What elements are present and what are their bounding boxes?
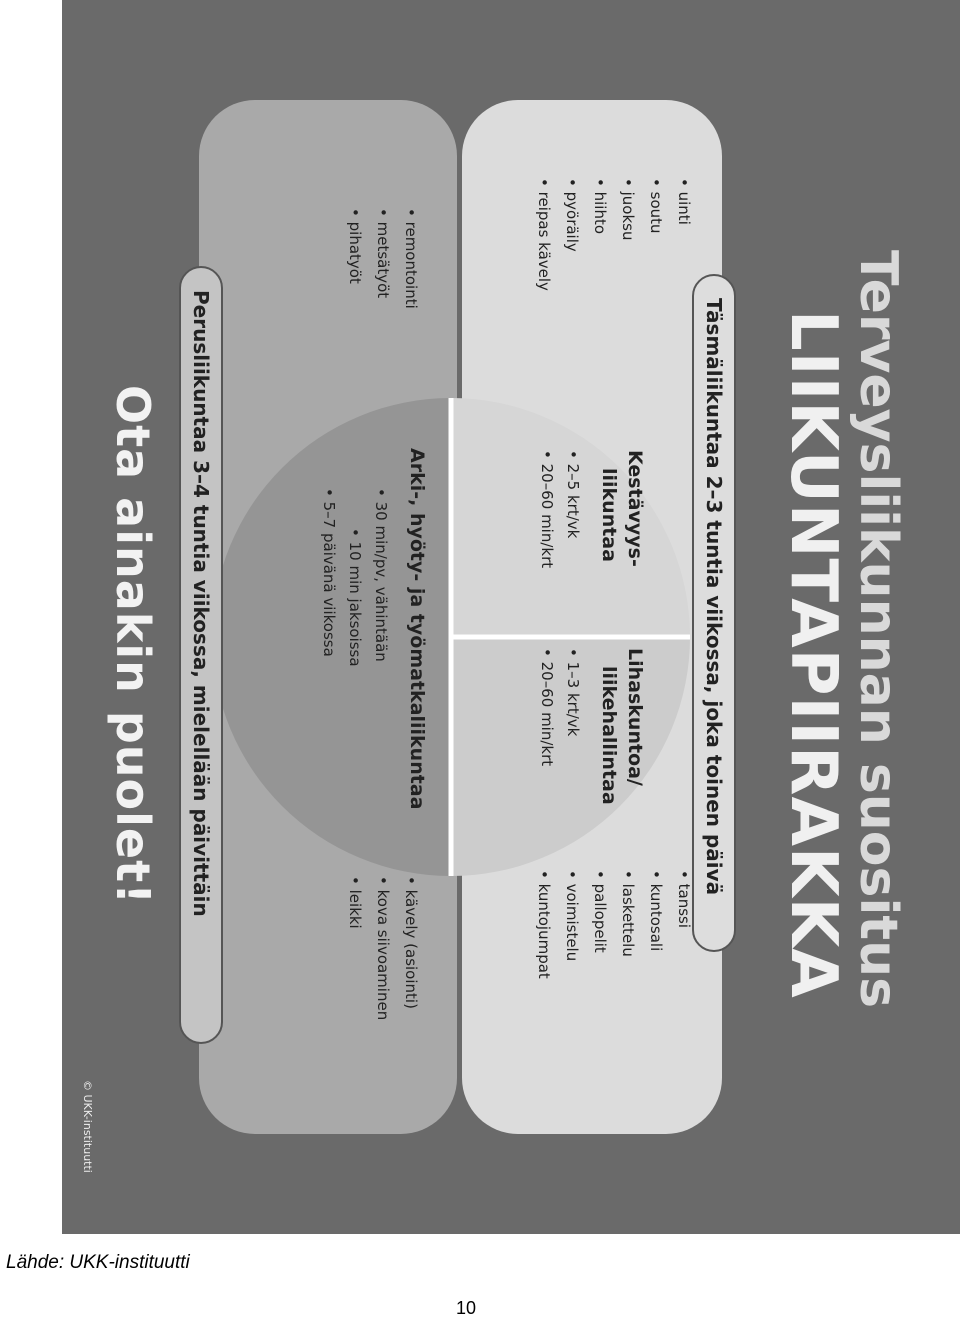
top-right-activity-list [530, 870, 698, 979]
list-item: • metsätyöt [369, 208, 397, 309]
daily-activity-heading: Arki-, hyöty- ja työmatkaliikuntaa [406, 448, 428, 810]
daily-activity-section [316, 448, 430, 809]
list-item: • 1–3 krt/vk [560, 648, 586, 805]
muscle-heading: liikehallintaa [598, 666, 620, 805]
list-item: • laskettelu [614, 870, 642, 979]
page-number: 10 [456, 1298, 477, 1318]
endurance-heading: Kestävyys- [624, 450, 646, 567]
copyright-text: © UKK-instituutti [81, 1080, 94, 1173]
list-item: • reipas kävely [530, 178, 558, 291]
list-item: • 20–60 min/krt [534, 648, 560, 805]
muscle-heading: Lihaskuntoa/ [624, 648, 646, 786]
basic-exercise-label: Perusliikuntaa 3–4 tuntia viikossa, mielellään päivittäin [179, 266, 223, 1044]
bottom-left-activity-list [341, 208, 425, 309]
list-item: • 20–60 min/krt [534, 450, 560, 568]
list-item-continuation: • 10 min jaksoissa [342, 488, 368, 809]
muscle-section [534, 648, 648, 805]
top-left-activity-list [530, 178, 698, 291]
figure-subtitle: LIIKUNTAPIIRAKKA [776, 310, 850, 999]
list-item: • uinti [670, 178, 698, 291]
endurance-section [534, 450, 648, 568]
list-item: • kävely (asiointi) [397, 876, 425, 1020]
list-item: • kuntojumpat [530, 870, 558, 979]
bottom-right-activity-list [341, 876, 425, 1020]
endurance-heading: liikuntaa [598, 468, 620, 562]
list-item: • remontointi [397, 208, 425, 309]
list-item: • pihatyöt [341, 208, 369, 309]
list-item: • leikki [341, 876, 369, 1020]
targeted-exercise-label: Täsmäliikuntaa 2–3 tuntia viikossa, joka toinen päivä [692, 274, 736, 952]
list-item: • hiihto [586, 178, 614, 291]
list-item: • tanssi [670, 870, 698, 979]
list-item: • voimistelu [558, 870, 586, 979]
list-item: • pallopelit [586, 870, 614, 979]
figure-title: Terveysliikunnan suositus [848, 250, 908, 1009]
list-item: • 30 min/pv, vähintään [368, 488, 394, 809]
list-item: • pyöräily [558, 178, 586, 291]
list-item: • juoksu [614, 178, 642, 291]
source-caption: Lähde: UKK-instituutti [6, 1252, 190, 1273]
list-item: • kuntosali [642, 870, 670, 979]
motto-text: Ota ainakin puolet! [106, 385, 160, 906]
list-item: • kova siivoaminen [369, 876, 397, 1020]
list-item: • soutu [642, 178, 670, 291]
list-item: • 2–5 krt/vk [560, 450, 586, 568]
list-item: • 5–7 päivänä viikossa [316, 488, 342, 809]
exercise-pie-figure [62, 0, 960, 1234]
